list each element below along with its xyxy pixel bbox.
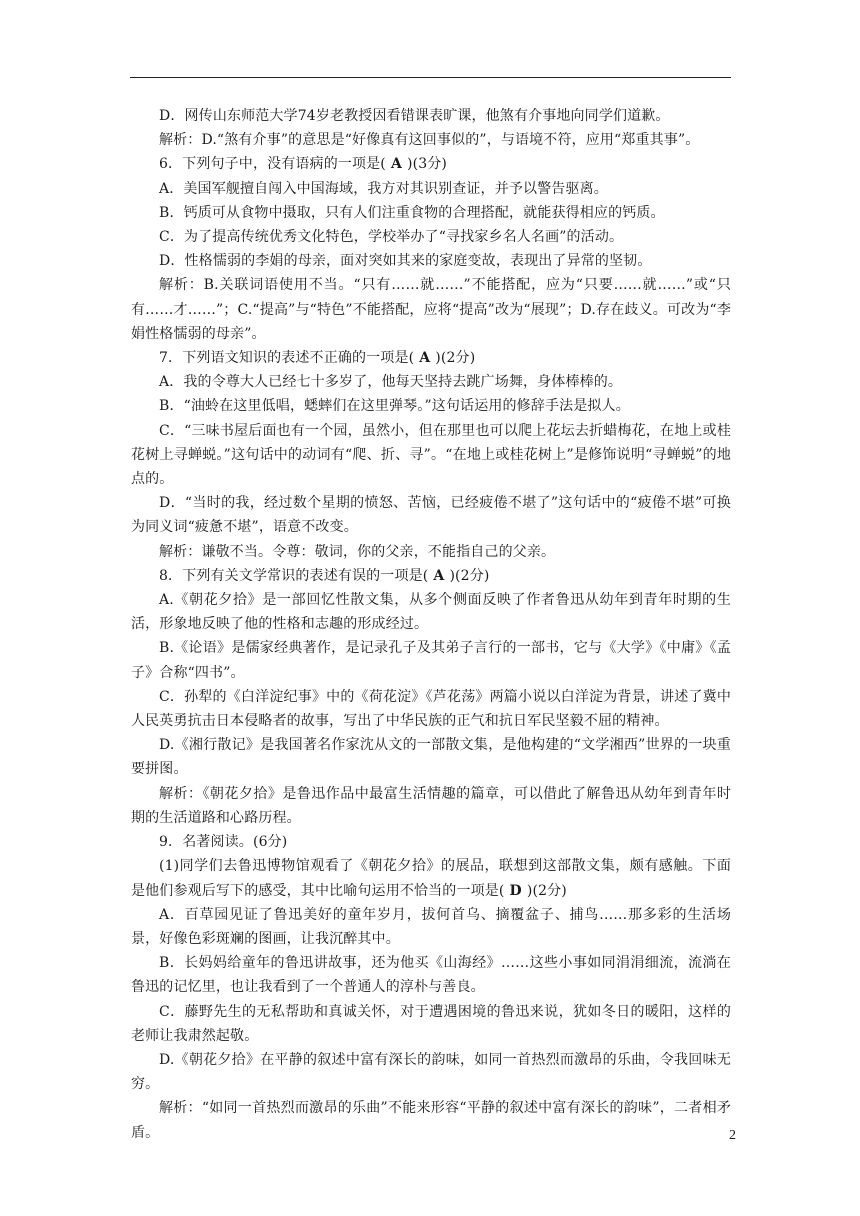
option-b: B．长妈妈给童年的鲁迅讲故事，还为他买《山海经》……这些小事如同涓涓细流，流淌在鲁迅的记忆里，也让我看到了一个普通人的淳朴与善良。	[131, 955, 731, 996]
question-text: 7．下列语文知识的表述不正确的一项是(	[159, 350, 415, 367]
question-score: )(2分)	[526, 882, 567, 899]
question-7	[131, 346, 731, 370]
option-c: C．藤野先生的无私帮助和真诚关怀，对于遭遇困境的鲁迅来说，犹如冬日的暖阳，这样的老师让我肃然起敬。	[131, 1003, 731, 1044]
option-d: D．性格懦弱的李娟的母亲，面对突如其来的家庭变故，表现出了异常的坚韧。	[159, 253, 652, 270]
question-score: )(3分)	[406, 156, 448, 173]
option-d: D．“当时的我，经过数个星期的愤怒、苦恼，已经疲倦不堪了”这句话中的“疲倦不堪”可换为同义词“疲惫不堪”，语意不改变。	[131, 495, 731, 536]
question-score: )(2分)	[435, 350, 476, 367]
option-a: A．我的令尊大人已经七十多岁了，他每天坚持去跳广场舞，身体棒棒的。	[159, 374, 623, 391]
option-b: B．“油蛉在这里低唱，蟋蟀们在这里弹琴。”这句话运用的修辞手法是拟人。	[159, 398, 630, 415]
option-c: C．孙犁的《白洋淀纪事》中的《荷花淀》《芦花荡》两篇小说以白洋淀为背景，讲述了冀中人民英勇抗击日本侵略者的故事，写出了中华民族的正气和抗日军民坚毅不屈的精神。	[131, 688, 731, 730]
option-b: B.《论语》是儒家经典著作，是记录孔子及其弟子言行的一部书，它与《大学》《中庸》《孟子》合称“四书”。	[131, 640, 731, 681]
answer-choice: A	[414, 350, 436, 367]
page-content	[131, 104, 731, 1145]
question-9: 9．名著阅读。(6分)	[159, 834, 288, 851]
option-d: D.《湘行散记》是我国著名作家沈从文的一部散文集，是他构建的“文学湘西”世界的一块重要拼图。	[131, 737, 731, 778]
header-rule	[130, 77, 731, 78]
answer-choice: A	[385, 156, 407, 173]
analysis-q5: 解析：D.“煞有介事”的意思是“好像真有这回事似的”，与语境不符，应用“郑重其事”。	[159, 132, 700, 149]
analysis-q9-1: 解析：“如同一首热烈而激昂的乐曲”不能来形容“平静的叙述中富有深长的韵味”，二者相矛盾。	[131, 1100, 731, 1141]
option-a: A．百草园见证了鲁迅美好的童年岁月，拔何首乌、摘覆盆子、捕鸟……那多彩的生活场景，好像色彩斑斓的图画，让我沉醉其中。	[131, 906, 731, 947]
analysis-q8: 解析：《朝花夕拾》是鲁迅作品中最富生活情趣的篇章，可以借此了解鲁迅从幼年到青年时期的生活道路和心路历程。	[131, 785, 731, 826]
answer-choice: A	[428, 567, 450, 584]
question-6	[131, 152, 731, 176]
question-9-1	[131, 854, 731, 902]
question-text: (1)同学们去鲁迅博物馆观看了《朝花夕拾》的展品，联想到这部散文集，颇有感触。下面是他们参观后写下的感受，其中比喻句运用不恰当的一项是(	[131, 858, 731, 899]
option-a: A.《朝花夕拾》是一部回忆性散文集，从多个侧面反映了作者鲁迅从幼年到青年时期的生活，形象地反映了他的性格和志趣的形成经过。	[131, 592, 731, 633]
question-text: 6．下列句子中，没有语病的一项是(	[159, 156, 386, 173]
option-c: C．为了提高传统优秀文化特色，学校举办了“寻找家乡名人名画”的活动。	[159, 229, 624, 246]
answer-choice: D	[504, 882, 527, 899]
analysis-q7: 解析：谦敬不当。令尊：敬词，你的父亲，不能指自己的父亲。	[159, 543, 556, 560]
option-c: C．“三味书屋后面也有一个园，虽然小，但在那里也可以爬上花坛去折蜡梅花，在地上或桂花树上寻蝉蜕。”这句话中的动词有“爬、折、寻”。“在地上或桂花树上”是修饰说明“寻蝉蜕”的地点的。	[131, 422, 731, 488]
page-number: 2	[729, 1128, 736, 1143]
analysis-q6: 解析：B.关联词语使用不当。“只有……就……”不能搭配，应为“只要……就……”或“只有……才……”；C.“提高”与“特色”不能搭配，应将“提高”改为“展现”；D.存在歧义。可改为“李娟性格懦弱的母亲”。	[131, 277, 731, 342]
option-b: B．钙质可从食物中摄取，只有人们注重食物的合理搭配，就能获得相应的钙质。	[159, 204, 665, 221]
question-score: )(2分)	[449, 567, 490, 584]
question-text: 8．下列有关文学常识的表述有误的一项是(	[159, 567, 429, 584]
option-a: A．美国军舰擅自闯入中国海域，我方对其识别查证，并予以警告驱离。	[159, 180, 608, 197]
option-d: D.《朝花夕拾》在平静的叙述中富有深长的韵味，如同一首热烈而激昂的乐曲，令我回味无穷。	[131, 1051, 731, 1093]
question-8	[131, 564, 731, 588]
option-d-line: D．网传山东师范大学74岁老教授因看错课表旷课，他煞有介事地向同学们道歉。	[159, 108, 670, 124]
